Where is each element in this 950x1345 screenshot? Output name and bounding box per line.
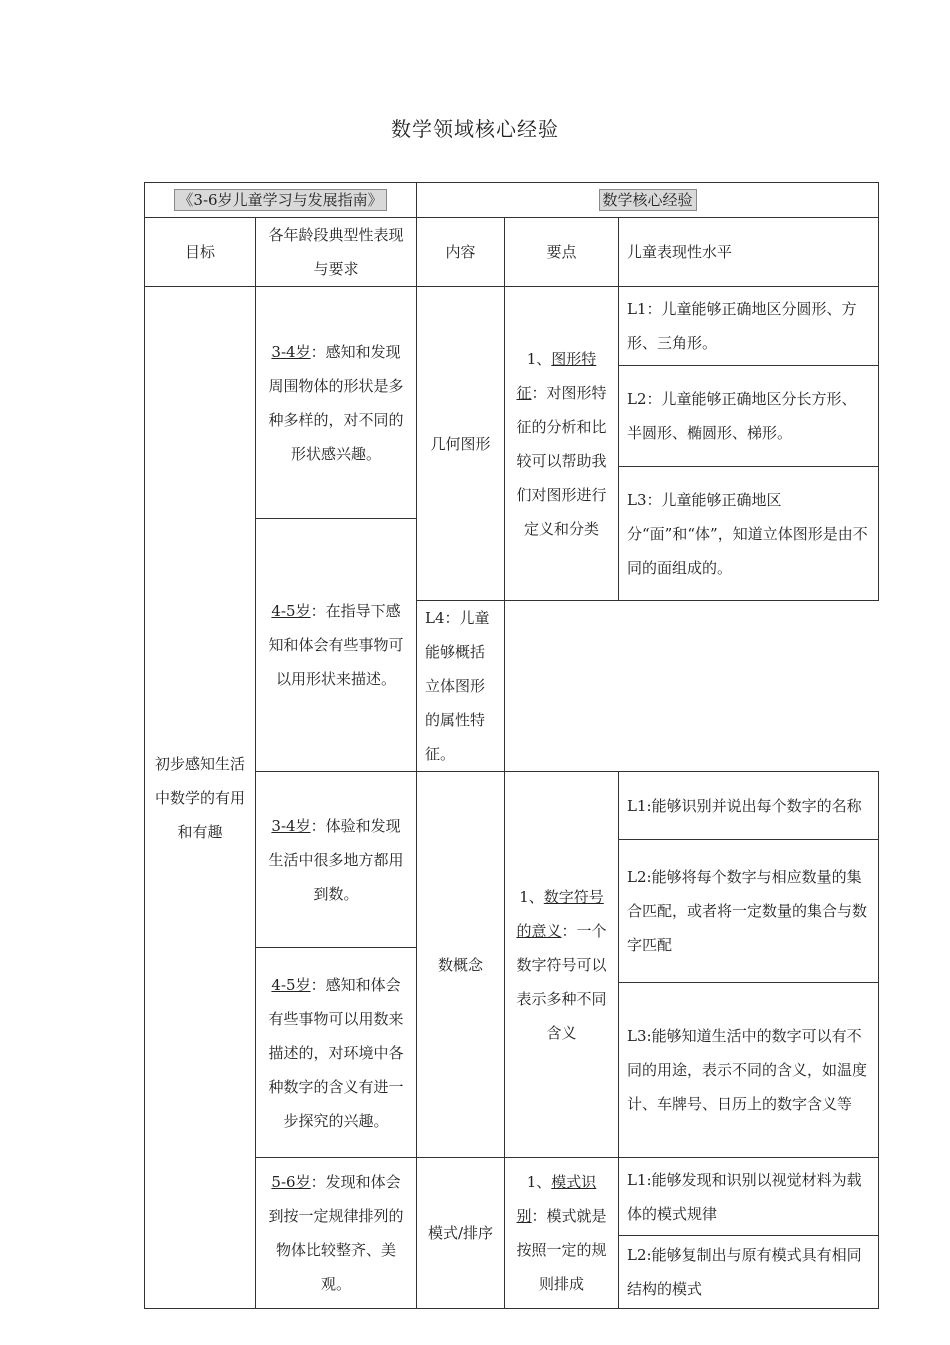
col-content-header: 内容 xyxy=(417,218,505,287)
content-cell: 数概念 xyxy=(417,772,505,1158)
page-title: 数学领域核心经验 xyxy=(391,117,559,141)
age-requirement: 4-5岁：在指导下感知和体会有些事物可以用形状来描述。 xyxy=(256,519,417,772)
level-item: L3：儿童能够正确地区分“面”和“体”，知道立体图形是由不同的面组成的。 xyxy=(619,467,879,601)
point-cell: 1、图形特征：对图形特征的分析和比较可以帮助我们对图形进行定义和分类 xyxy=(505,287,619,601)
core-header-cell xyxy=(417,183,879,218)
level-item: L2：儿童能够正确地区分长方形、半圆形、椭圆形、梯形。 xyxy=(619,366,879,467)
col-point-header: 要点 xyxy=(505,218,619,287)
age-requirement: 3-4岁：体验和发现生活中很多地方都用到数。 xyxy=(256,772,417,948)
content-cell: 模式/排序 xyxy=(417,1158,505,1309)
level-item: L1：儿童能够正确地区分圆形、方形、三角形。 xyxy=(619,287,879,366)
core-header: 数学核心经验 xyxy=(599,189,697,211)
level-item: L3:能够知道生活中的数字可以有不同的用途，表示不同的含义，如温度计、车牌号、日历上的数字含义等 xyxy=(619,983,879,1158)
goal-cell: 初步感知生活中数学的有用和有趣 xyxy=(145,287,256,1309)
age-requirement: 5-6岁：发现和体会到按一定规律排列的物体比较整齐、美观。 xyxy=(256,1158,417,1309)
col-level-header: 儿童表现性水平 xyxy=(619,218,879,287)
level-item: L2:能够复制出与原有模式具有相同结构的模式 xyxy=(619,1236,879,1309)
level-item: L1:能够发现和识别以视觉材料为载体的模式规律 xyxy=(619,1158,879,1236)
level-item: L1:能够识别并说出每个数字的名称 xyxy=(619,772,879,840)
point-cell: 1、数字符号的意义：一个数字符号可以表示多种不同含义 xyxy=(505,772,619,1158)
age-requirement: 3-4岁：感知和发现周围物体的形状是多种多样的，对不同的形状感兴趣。 xyxy=(256,287,417,519)
guide-header: 《3-6岁儿童学习与发展指南》 xyxy=(174,189,386,211)
guide-header-cell xyxy=(145,183,417,218)
col-age-header: 各年龄段典型性表现与要求 xyxy=(256,218,417,287)
col-goal-header: 目标 xyxy=(145,218,256,287)
age-requirement: 4-5岁：感知和体会有些事物可以用数来描述的，对环境中各种数字的含义有进一步探究的兴趣。 xyxy=(256,948,417,1158)
level-item: L2:能够将每个数字与相应数量的集合匹配，或者将一定数量的集合与数字匹配 xyxy=(619,840,879,983)
content-cell: 几何图形 xyxy=(417,287,505,601)
level-item: L4：儿童能够概括立体图形的属性特征。 xyxy=(417,601,505,772)
core-experience-table xyxy=(144,182,879,1309)
point-cell: 1、模式识别：模式就是按照一定的规则排成 xyxy=(505,1158,619,1309)
